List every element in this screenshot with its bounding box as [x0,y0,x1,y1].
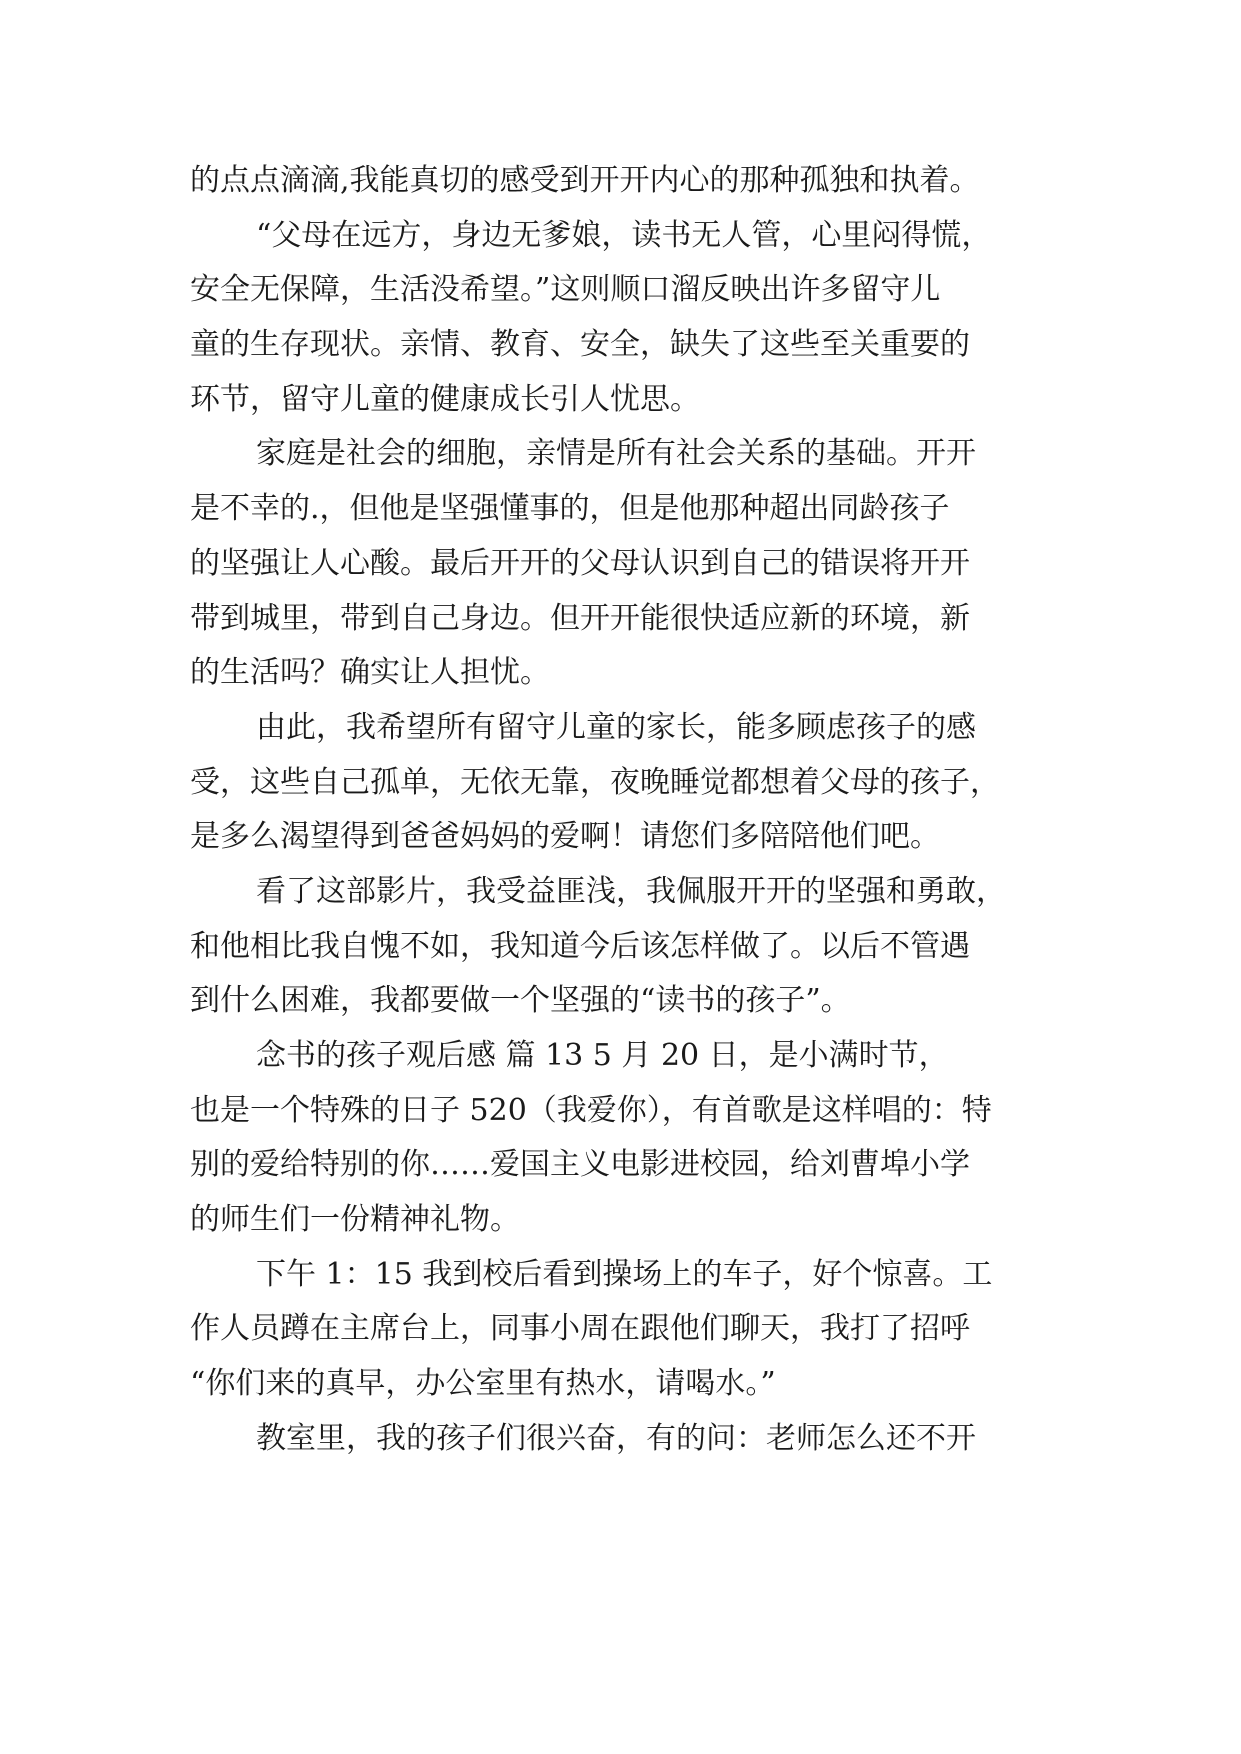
text-line: 别的爱给特别的你……爱国主义电影进校园，给刘曹埠小学 [190,1147,970,1183]
text-line: 是不幸的.，但他是坚强懂事的，但是他那种超出同龄孩子 [190,491,950,527]
text-line: 受，这些自己孤单，无依无靠，夜晚睡觉都想着父母的孩子， [190,764,1000,800]
text-line: 环节，留守儿童的健康成长引人忧思。 [190,381,700,417]
text-line: 作人员蹲在主席台上，同事小周在跟他们聊天，我打了招呼 [190,1311,970,1347]
text-line: 的坚强让人心酸。最后开开的父母认识到自己的错误将开开 [190,545,970,581]
text-line: 和他相比我自愧不如，我知道今后该怎样做了。以后不管遇 [190,928,970,964]
text-line: 念书的孩子观后感 篇 13 5 月 20 日，是小满时节， [256,1038,949,1073]
text-line: 是多么渴望得到爸爸妈妈的爱啊！请您们多陪陪他们吧。 [190,819,940,855]
text-line: “父母在远方，身边无爹娘，读书无人管，心里闷得慌， [256,217,992,253]
text-line: 的点点滴滴,我能真切的感受到开开内心的那种孤独和执着。 [190,163,980,198]
text-line: 看了这部影片，我受益匪浅，我佩服开开的坚强和勇敢， [256,873,1006,909]
text-line: 的师生们一份精神礼物。 [190,1202,520,1238]
text-line: 下午 1：15 我到校后看到操场上的车子，好个惊喜。工 [256,1256,993,1292]
text-line: “你们来的真早，办公室里有热水，请喝水。” [190,1366,776,1402]
text-line: 的生活吗？确实让人担忧。 [190,655,550,691]
text-line: 到什么困难，我都要做一个坚强的“读书的孩子”。 [190,983,851,1019]
text-line: 由此，我希望所有留守儿童的家长，能多顾虑孩子的感 [256,709,976,745]
text-line: 带到城里，带到自己身边。但开开能很快适应新的环境，新 [190,600,970,636]
text-line: 也是一个特殊的日子 520（我爱你），有首歌是这样唱的：特 [190,1092,992,1128]
text-line: 家庭是社会的细胞，亲情是所有社会关系的基础。开开 [256,436,976,472]
text-line: 安全无保障，生活没希望。”这则顺口溜反映出许多留守儿 [190,272,941,308]
document-body [190,154,1090,1467]
text-line: 童的生存现状。亲情、教育、安全，缺失了这些至关重要的 [190,327,970,363]
text-line: 教室里，我的孩子们很兴奋，有的问：老师怎么还不开 [256,1420,976,1456]
